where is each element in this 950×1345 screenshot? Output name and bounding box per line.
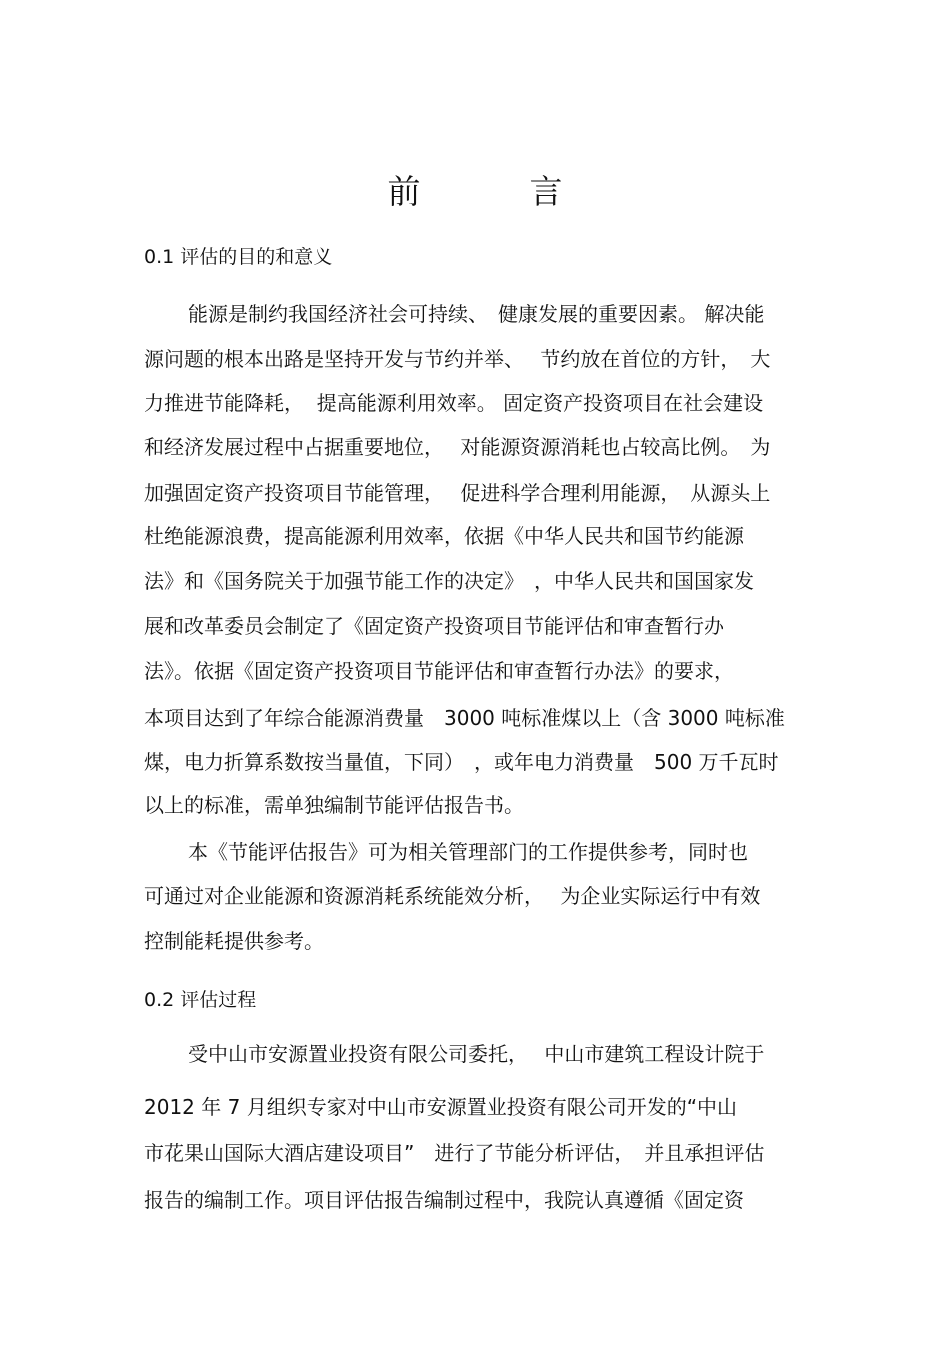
- paragraph-line: 煤，电力折算系数按当量值，下同） ，或年电力消费量 500 万千瓦时: [144, 750, 779, 774]
- paragraph-line: 杜绝能源浪费，提高能源利用效率，依据《中华人民共和国节约能源: [144, 524, 744, 548]
- paragraph-line: 法》。依据《固定资产投资项目节能评估和审查暂行办法》的要求，: [144, 659, 734, 683]
- paragraph-line: 加强固定资产投资项目节能管理， 促进科学合理利用能源， 从源头上: [144, 481, 771, 505]
- paragraph-line: 力推进节能降耗， 提高能源利用效率。 固定资产投资项目在社会建设: [144, 391, 764, 415]
- paragraph-line: 以上的标准，需单独编制节能评估报告书。: [144, 793, 524, 817]
- paragraph-line: 受中山市安源置业投资有限公司委托， 中山市建筑工程设计院于: [188, 1042, 765, 1066]
- paragraph-line: 可通过对企业能源和资源消耗系统能效分析， 为企业实际运行中有效: [144, 884, 761, 908]
- paragraph-line: 展和改革委员会制定了《固定资产投资项目节能评估和审查暂行办: [144, 614, 724, 638]
- section-heading-0-1: 0.1 评估的目的和意义: [144, 246, 333, 268]
- paragraph-line: 报告的编制工作。项目评估报告编制过程中，我院认真遵循《固定资: [144, 1188, 744, 1212]
- paragraph-line: 和经济发展过程中占据重要地位， 对能源资源消耗也占较高比例。 为: [144, 435, 771, 459]
- paragraph-line: 源问题的根本出路是坚持开发与节约并举、 节约放在首位的方针， 大: [144, 347, 771, 371]
- page-title: 前 言: [387, 172, 601, 211]
- paragraph-line: 2012 年 7 月组织专家对中山市安源置业投资有限公司开发的“中山: [144, 1095, 738, 1119]
- paragraph-line: 本项目达到了年综合能源消费量 3000 吨标准煤以上（含 3000 吨标准: [144, 706, 785, 730]
- paragraph-line: 能源是制约我国经济社会可持续、 健康发展的重要因素。 解决能: [188, 302, 765, 326]
- section-heading-0-2: 0.2 评估过程: [144, 989, 257, 1011]
- paragraph-line: 市花果山国际大酒店建设项目” 进行了节能分析评估， 并且承担评估: [144, 1141, 765, 1165]
- paragraph-line: 控制能耗提供参考。: [144, 929, 324, 953]
- paragraph-line: 法》和《国务院关于加强节能工作的决定》 ，中华人民共和国国家发: [144, 569, 754, 593]
- paragraph-line: 本《节能评估报告》可为相关管理部门的工作提供参考，同时也: [188, 840, 748, 864]
